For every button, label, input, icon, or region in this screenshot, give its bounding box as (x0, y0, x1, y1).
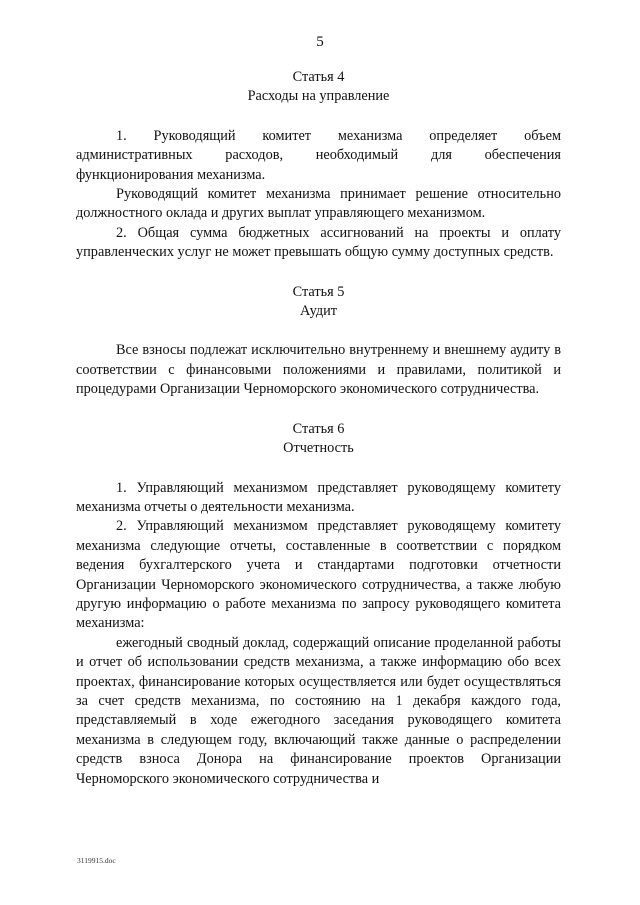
article-heading: Статья 6 (292, 420, 345, 437)
article-4-header (76, 68, 561, 107)
article-6-header (76, 420, 561, 459)
paragraph: Все взносы подлежат исключительно внутреннему и внешнему аудиту в соответствии с финансовыми положениями и правилами, политикой и процедурами Организации Черноморского экономического сотрудничества. (76, 342, 561, 398)
article-title: Отчетность (283, 440, 354, 457)
article-heading: Статья 5 (292, 283, 345, 300)
paragraph: 2. Общая сумма бюджетных ассигнований на проекты и оплату управленческих услуг не может превышать общую сумму доступных средств. (76, 224, 561, 261)
paragraph: 2. Управляющий механизмом представляет руководящему комитету механизма следующие отчеты, составленные в соответствии с порядком ведения бухгалтерского учета и стандартами подготовки отчетности Организации Черноморского экономического сотрудничества, а также любую другую информацию о работе механизма по запросу руководящего комитета механизма: (76, 518, 561, 632)
document-body (76, 68, 561, 789)
paragraph: 1. Руководящий комитет механизма определяет объем административных расходов, необходимый для обеспечения функционирования механизма. (76, 127, 561, 183)
article-heading: Статья 4 (292, 69, 345, 85)
paragraph: ежегодный сводный доклад, содержащий описание проделанной работы и отчет об использовании средств механизма, а также информацию обо всех проектах, финансирование которых осуществляется или будет осуществляться за счет средств механизма, по состоянию на 1 декабря каждого года, представляемый в ходе ежегодного заседания руководящего комитета механизма в следующем году, включающий также данные о распределении средств взноса Донора на финансирование проектов Организации Черноморского экономического сотрудничества и (76, 634, 561, 787)
footer-filename: 3119915.doc (77, 856, 116, 865)
paragraph: Руководящий комитет механизма принимает решение относительно должностного оклада и других выплат управляющего механизмом. (76, 186, 561, 222)
paragraph: 1. Управляющий механизмом представляет руководящему комитету механизма отчеты о деятельности механизма. (76, 479, 561, 515)
page-number: 5 (316, 34, 324, 50)
article-title: Аудит (299, 303, 338, 320)
article-5-header (76, 283, 561, 322)
article-title: Расходы на управление (247, 88, 390, 105)
